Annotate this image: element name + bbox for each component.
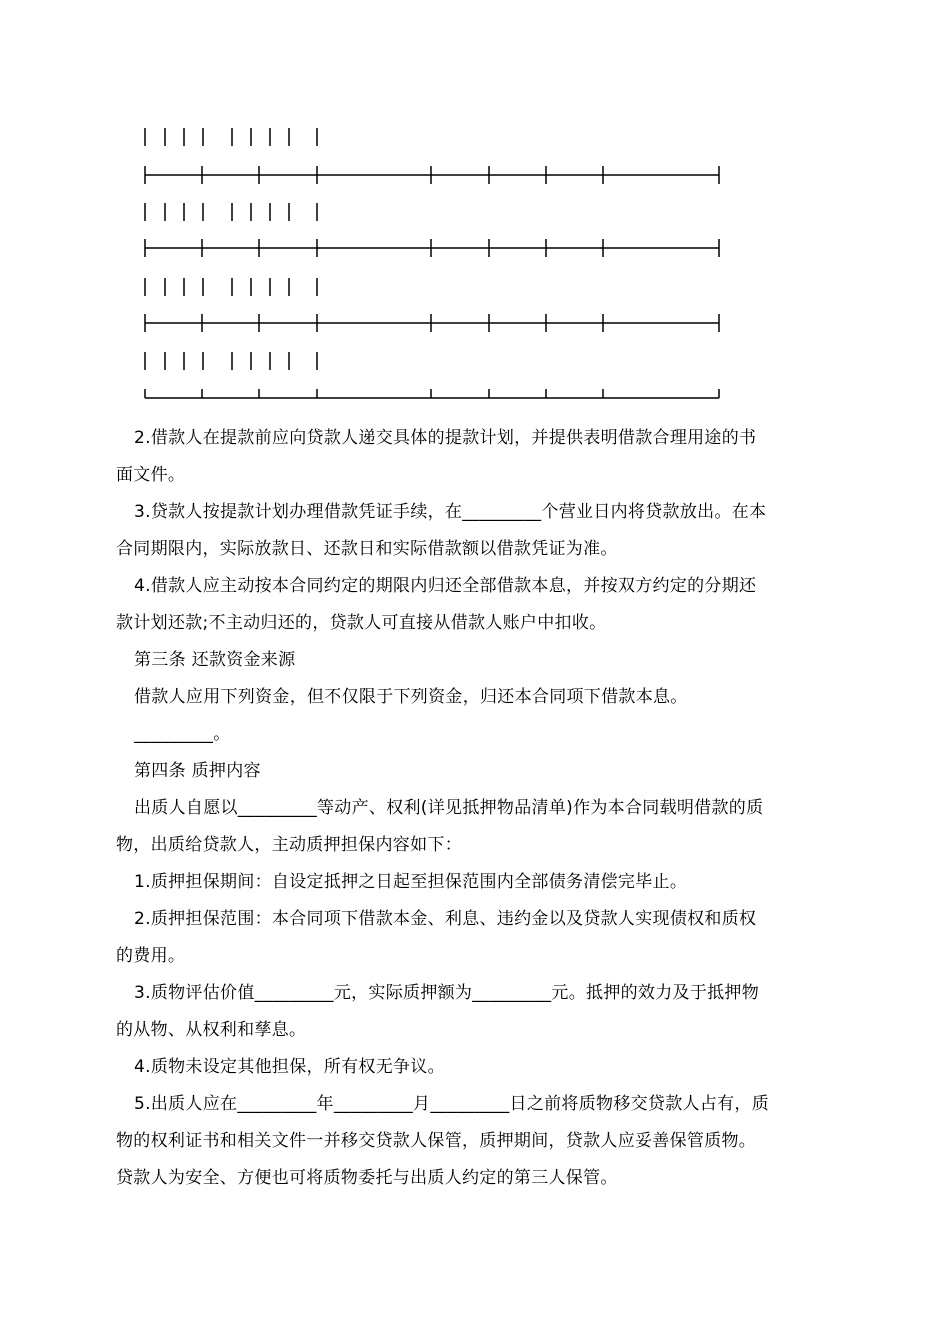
table-row-4-verticals: [145, 352, 317, 370]
para-no-other-guarantee: 4.质物未设定其他担保，所有权无争议。: [134, 1057, 445, 1077]
para-repayment-line2: 款计划还款;不主动归还的，贷款人可直接从借款人账户中扣收。: [116, 613, 607, 633]
table-separator-2: [145, 239, 719, 257]
table-row-3-verticals: [145, 278, 317, 296]
para-loan-release-line2: 合同期限内，实际放款日、还款日和实际借款额以借款凭证为准。: [116, 539, 618, 559]
table-separator-3: [145, 314, 719, 332]
para-pledge-line1: 出质人自愿以_________等动产、权利(详见抵押物品清单)作为本合同载明借款的质: [134, 798, 764, 818]
para-guarantee-period: 1.质押担保期间：自设定抵押之日起至担保范围内全部债务清偿完毕止。: [134, 872, 688, 892]
para-guarantee-scope-line2: 的费用。: [116, 946, 186, 966]
para-loan-release-line1: 3.贷款人按提款计划办理借款凭证手续，在_________个营业日内将贷款放出。在本: [134, 502, 767, 522]
para-transfer-line2: 物的权利证书和相关文件一并移交贷款人保管，质押期间，贷款人应妥善保管质物。: [116, 1131, 757, 1151]
repayment-schedule-table-lines: [0, 0, 950, 410]
section-heading-article4: 第四条 质押内容: [134, 761, 261, 781]
para-transfer-line3: 贷款人为安全、方便也可将质物委托与出质人约定的第三人保管。: [116, 1168, 618, 1188]
para-valuation-line2: 的从物、从权利和孳息。: [116, 1020, 307, 1040]
contract-body: [116, 420, 836, 1197]
para-drawing-plan-line1: 2.借款人在提款前应向贷款人递交具体的提款计划，并提供表明借款合理用途的书: [134, 428, 757, 448]
section-heading-article3: 第三条 还款资金来源: [134, 650, 296, 670]
table-separator-1: [145, 166, 719, 184]
para-drawing-plan-line2: 面文件。: [116, 465, 186, 485]
para-pledge-line2: 物，出质给贷款人，主动质押担保内容如下：: [116, 835, 462, 855]
para-funds-blank: _________。: [134, 724, 231, 744]
table-row-1-verticals: [145, 128, 317, 146]
para-funds-source: 借款人应用下列资金，但不仅限于下列资金，归还本合同项下借款本息。: [134, 687, 688, 707]
para-transfer-line1: 5.出质人应在_________年_________月_________日之前将质物移交贷款人占有，质: [134, 1094, 770, 1114]
para-guarantee-scope-line1: 2.质押担保范围：本合同项下借款本金、利息、违约金以及贷款人实现债权和质权: [134, 909, 757, 929]
para-valuation-line1: 3.质物评估价值_________元，实际质押额为_________元。抵押的效力及于抵押物: [134, 983, 760, 1003]
table-bottom-border: [145, 389, 719, 398]
table-row-2-verticals: [145, 203, 317, 221]
para-repayment-line1: 4.借款人应主动按本合同约定的期限内归还全部借款本息，并按双方约定的分期还: [134, 576, 757, 596]
